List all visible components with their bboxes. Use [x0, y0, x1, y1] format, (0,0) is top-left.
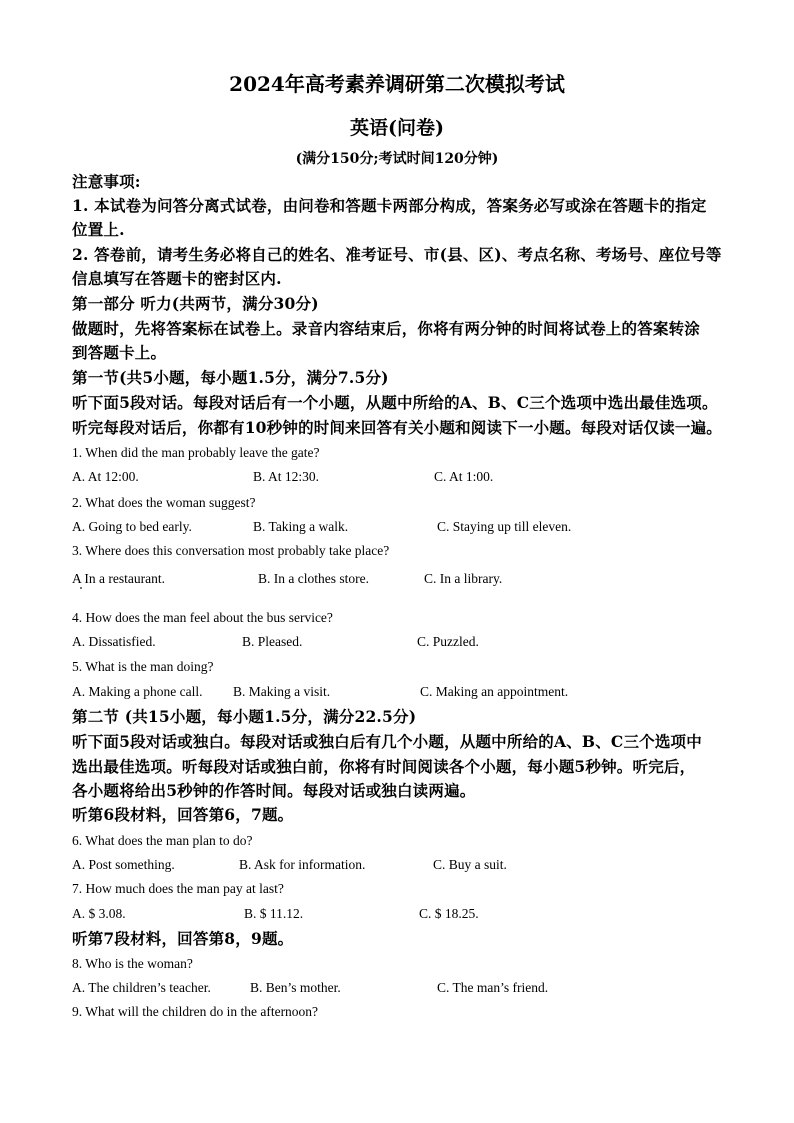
- question-2-option-b: B. Taking a walk.: [253, 519, 349, 534]
- exam-subtitle: 英语(问卷): [350, 117, 444, 139]
- question-7-option-b: B. $ 11.12.: [244, 906, 304, 921]
- question-4: 4. How does the man feel about the bus service?: [72, 610, 333, 625]
- exam-title: 2024年高考素养调研第二次模拟考试: [229, 72, 565, 96]
- question-1-option-a: A. At 12:00.: [72, 469, 139, 484]
- question-6-option-c: C. Buy a suit.: [433, 857, 507, 872]
- question-5-option-b: B. Making a visit.: [233, 684, 331, 699]
- question-6-option-a: A. Post something.: [72, 857, 175, 872]
- question-2-option-c: C. Staying up till eleven.: [437, 519, 572, 534]
- question-5-option-a: A. Making a phone call.: [72, 684, 203, 699]
- section2-heading: 第二节 (共15小题，每小题1.5分，满分22.5分): [72, 707, 417, 726]
- material-7-heading: 听第7段材料，回答第8，9题。: [72, 929, 294, 948]
- question-6: 6. What does the man plan to do?: [72, 833, 253, 848]
- question-6-option-b: B. Ask for information.: [239, 857, 366, 872]
- question-8-option-b: B. Ben’s mother.: [250, 980, 341, 995]
- instruction-2-line-2: 信息填写在答题卡的密封区内.: [72, 269, 282, 288]
- question-2-option-a: A. Going to bed early.: [72, 519, 192, 534]
- instruction-1-line-1: 1. 本试卷为问答分离式试卷，由问卷和答题卡两部分构成，答案务必写或涂在答题卡的指定: [72, 196, 707, 215]
- question-8-option-a: A. The children’s teacher.: [72, 980, 211, 995]
- question-4-option-c: C. Puzzled.: [417, 634, 479, 649]
- section1-heading: 第一节(共5小题，每小题1.5分，满分7.5分): [72, 368, 389, 387]
- question-5-option-c: C. Making an appointment.: [420, 684, 569, 699]
- part1-desc-line-1: 做题时，先将答案标在试卷上。录音内容结束后，你将有两分钟的时间将试卷上的答案转涂: [72, 319, 701, 338]
- question-3-option-b: B. In a clothes store.: [258, 571, 369, 586]
- part1-heading: 第一部分 听力(共两节，满分30分): [72, 294, 319, 313]
- section2-desc-line-3: 各小题将给出5秒钟的作答时间。每段对话或独白读两遍。: [72, 781, 476, 800]
- question-5: 5. What is the man doing?: [72, 659, 214, 674]
- question-7-option-c: C. $ 18.25.: [419, 906, 479, 921]
- question-1-option-c: C. At 1:00.: [434, 469, 494, 484]
- section2-desc-line-2: 选出最佳选项。听每段对话或独白前，你将有时间阅读各个小题，每小题5秒钟。听完后，: [72, 757, 696, 776]
- section1-desc-line-1: 听下面5段对话。每段对话后有一个小题，从题中所给的A、B、C三个选项中选出最佳选项。: [72, 393, 718, 412]
- question-4-option-a: A. Dissatisfied.: [72, 634, 156, 649]
- instruction-2-line-1: 2. 答卷前，请考生务必将自己的姓名、准考证号、市(县、区)、考点名称、考场号、座位号等: [72, 245, 722, 264]
- question-2: 2. What does the woman suggest?: [72, 495, 256, 510]
- question-1-option-b: B. At 12:30.: [253, 469, 320, 484]
- material-6-heading: 听第6段材料，回答第6，7题。: [72, 805, 294, 824]
- question-8-option-c: C. The man’s friend.: [437, 980, 549, 995]
- question-3: 3. Where does this conversation most probably take place?: [72, 543, 390, 558]
- exam-score-note: (满分150分;考试时间120分钟): [295, 151, 499, 167]
- question-4-option-b: B. Pleased.: [242, 634, 303, 649]
- question-3-option-c: C. In a library.: [424, 571, 503, 586]
- question-9: 9. What will the children do in the afternoon?: [72, 1004, 319, 1019]
- part1-desc-line-2: 到答题卡上。: [72, 343, 167, 362]
- question-3-option-a: A In a restaurant.: [72, 571, 165, 586]
- instructions-heading: 注意事项:: [72, 172, 141, 191]
- question-8: 8. Who is the woman?: [72, 956, 193, 971]
- section1-desc-line-2: 听完每段对话后，你都有10秒钟的时间来回答有关小题和阅读下一小题。每段对话仅读一遍。: [72, 418, 722, 437]
- question-7-option-a: A. $ 3.08.: [72, 906, 126, 921]
- instruction-1-line-2: 位置上.: [72, 220, 125, 239]
- section2-desc-line-1: 听下面5段对话或独白。每段对话或独白后有几个小题，从题中所给的A、B、C三个选项中: [72, 732, 702, 751]
- question-7: 7. How much does the man pay at last?: [72, 881, 284, 896]
- scan-speck: [80, 587, 82, 589]
- question-1: 1. When did the man probably leave the gate?: [72, 445, 320, 460]
